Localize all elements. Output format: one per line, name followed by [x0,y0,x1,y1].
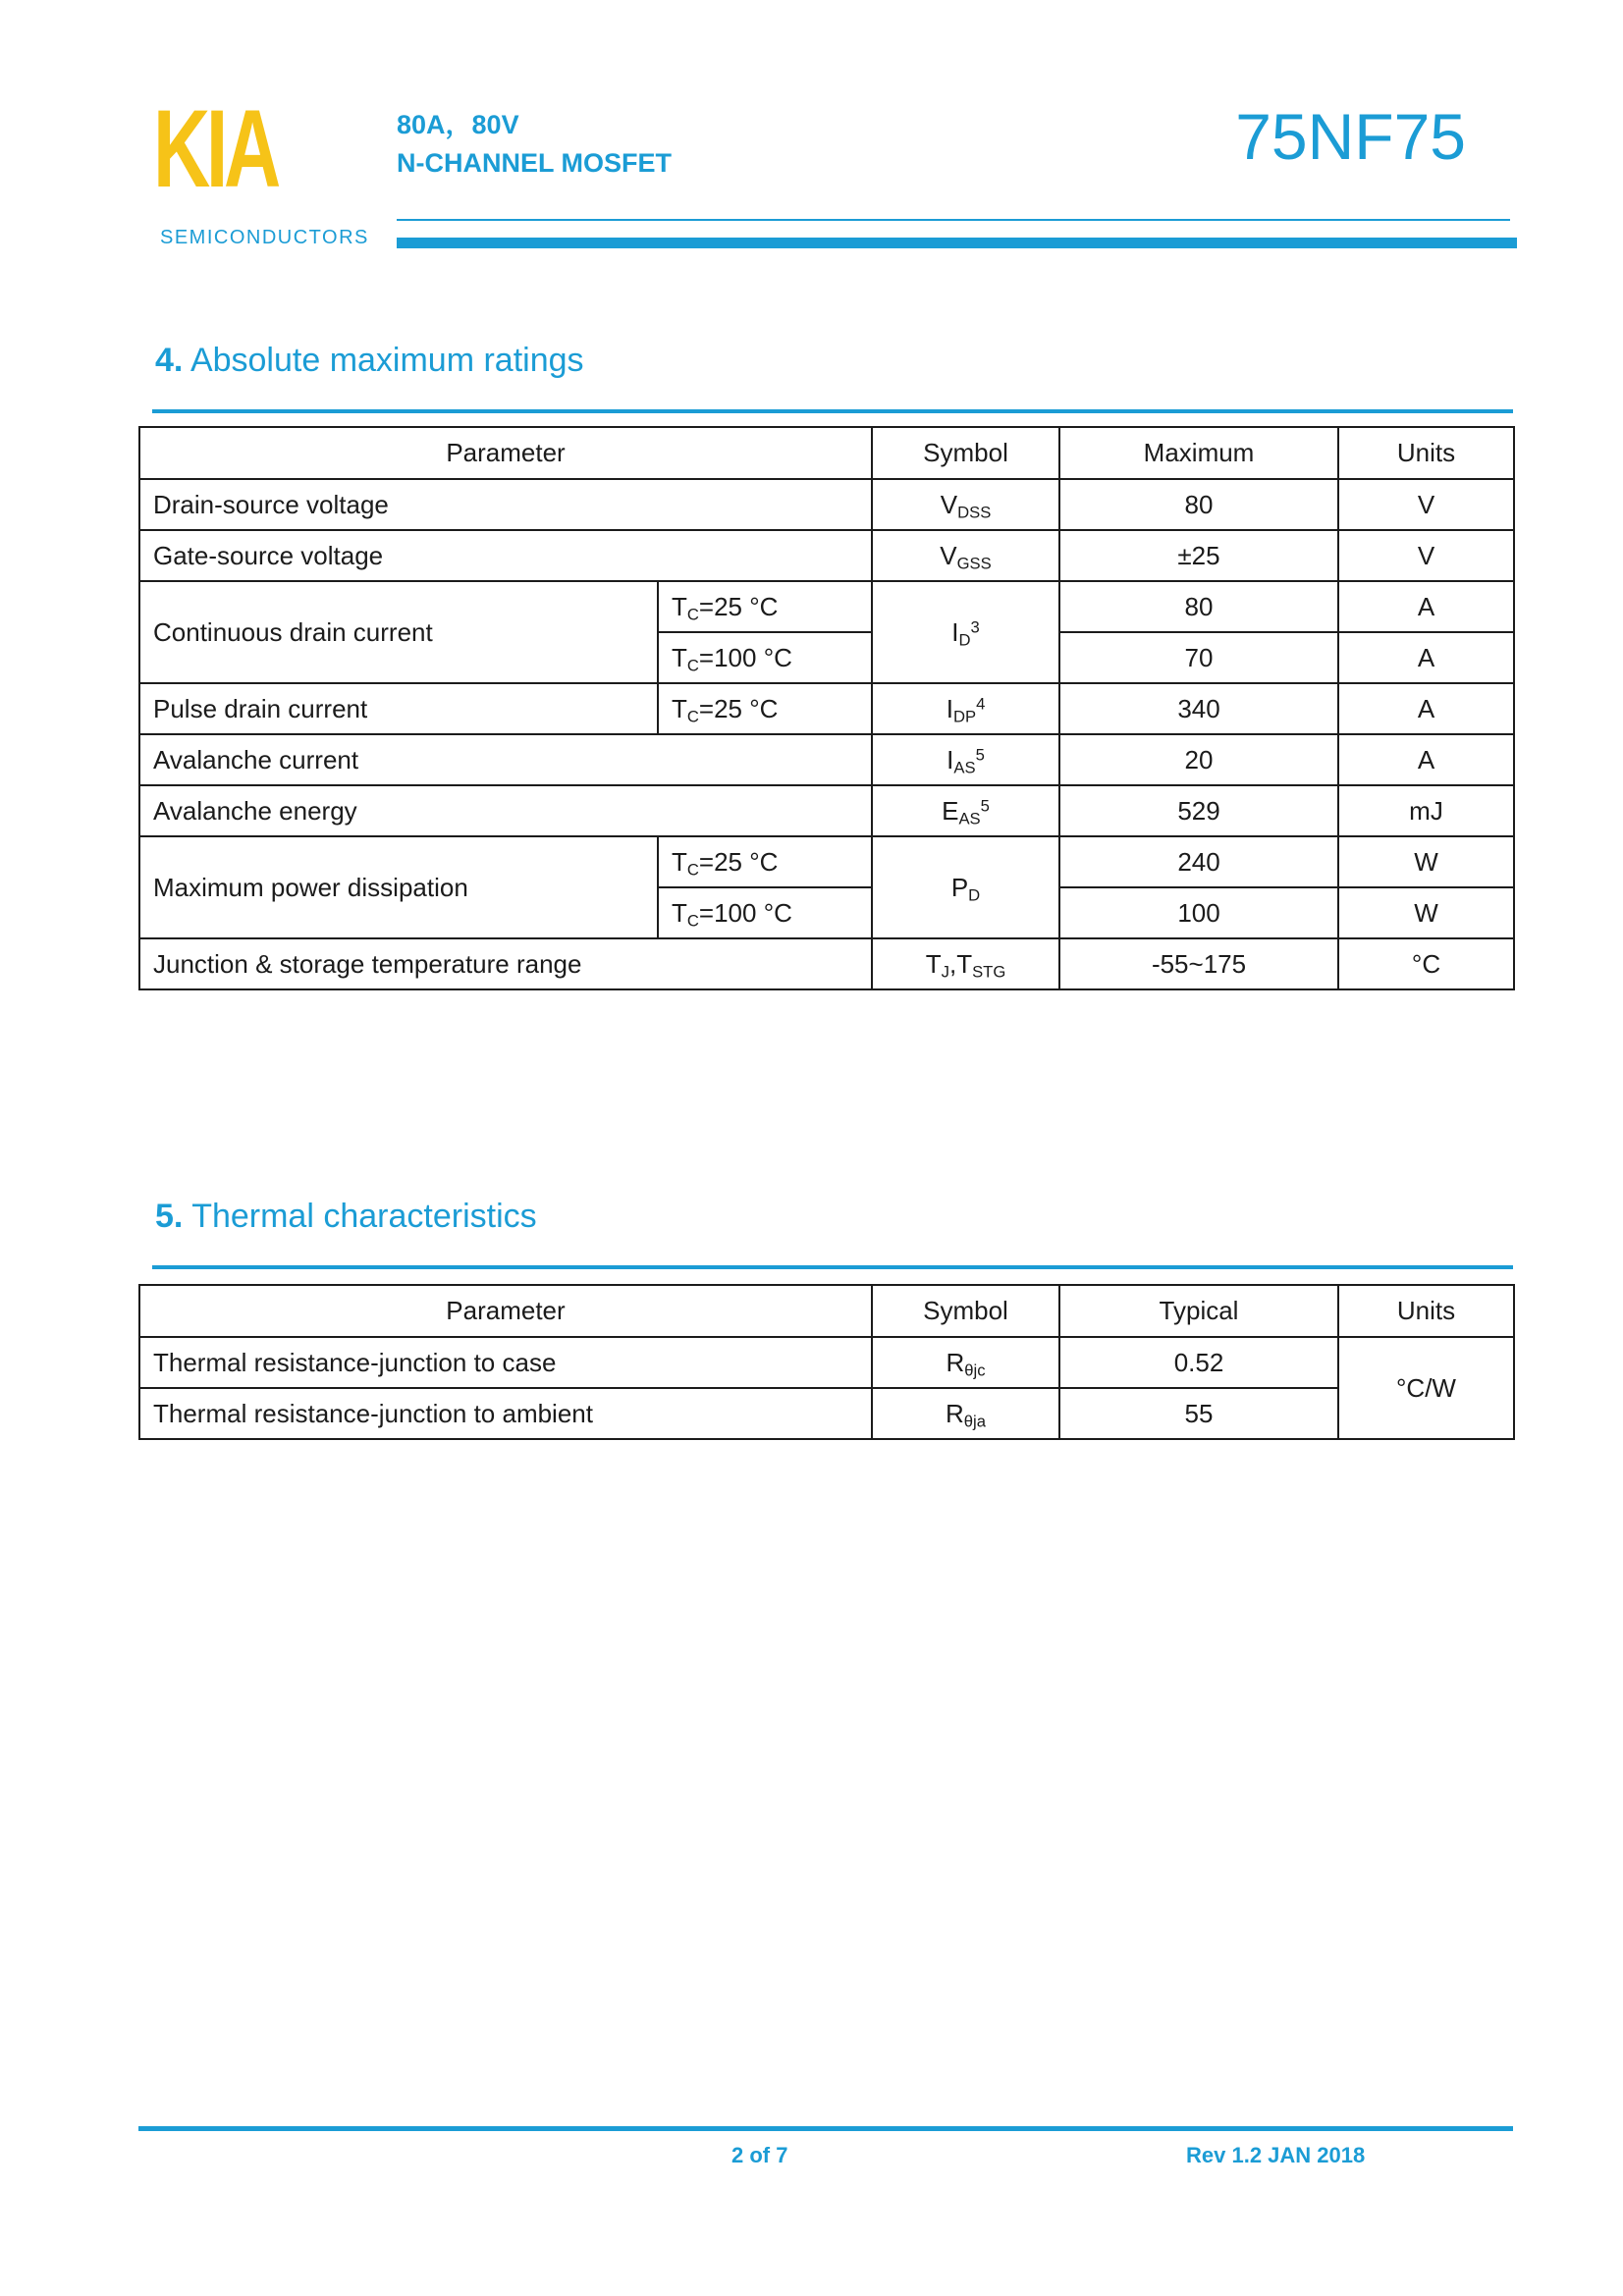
units-cell: mJ [1338,785,1514,836]
typical-cell: 55 [1059,1388,1338,1439]
units-cell: A [1338,581,1514,632]
col-header-symbol: Symbol [872,1285,1059,1337]
units-cell: V [1338,479,1514,530]
maximum-cell: -55~175 [1059,938,1338,989]
section-number: 4. [155,342,184,379]
symbol-cell: $I_D^3$ [872,581,1059,683]
maximum-cell: ±25 [1059,530,1338,581]
condition-cell: $T_C=100$ °C [658,632,872,683]
condition-cell: $T_C=100$ °C [658,887,872,938]
table-row [139,836,1514,887]
revision-label: Rev 1.2 JAN 2018 [1186,2143,1366,2167]
symbol-cell: $P_D$ [872,836,1059,938]
header-rule-thick [397,238,1517,248]
units-cell: °C/W [1338,1337,1514,1439]
table-row [139,581,1514,632]
symbol-cell: $E_{AS}^5$ [872,785,1059,836]
parameter-cell: Avalanche current [139,734,872,785]
page-number: 2 of 7 [731,2143,788,2167]
section-number: 5. [155,1198,184,1235]
maximum-cell: 80 [1059,479,1338,530]
symbol-cell: $V_{GSS}$ [872,530,1059,581]
section-label: Thermal characteristics [191,1198,537,1235]
condition-cell: $T_C=25$ °C [658,683,872,734]
symbol-cell: $V_{DSS}$ [872,479,1059,530]
condition-cell: $T_C=25$ °C [658,836,872,887]
symbol-cell: $R_{\theta ja}$ [872,1388,1059,1439]
symbol-cell: $I_{DP}^4$ [872,683,1059,734]
parameter-cell: Pulse drain current [139,683,658,734]
parameter-cell: Drain-source voltage [139,479,872,530]
maximum-cell: 100 [1059,887,1338,938]
parameter-cell: Thermal resistance-junction to ambient [139,1388,872,1439]
thermal-characteristics-table [138,1284,1515,1440]
table-header-row [139,427,1514,479]
col-header-symbol: Symbol [872,427,1059,479]
device-summary [397,106,672,183]
symbol-cell: $I_{AS}^5$ [872,734,1059,785]
maximum-cell: 529 [1059,785,1338,836]
maximum-cell: 70 [1059,632,1338,683]
kia-logo: KIA [153,87,277,210]
part-number: 75NF75 [1235,100,1466,173]
table-row [139,785,1514,836]
table-row [139,530,1514,581]
table-header-row [139,1285,1514,1337]
condition-cell: $T_C=25$ °C [658,581,872,632]
units-cell: A [1338,734,1514,785]
device-type-line: N-CHANNEL MOSFET [397,148,672,178]
symbol-cell: $T_J,T_{STG}$ [872,938,1059,989]
units-cell: A [1338,632,1514,683]
maximum-cell: 80 [1059,581,1338,632]
footer-rule [138,2126,1513,2131]
table-row [139,1337,1514,1388]
table-row [139,1388,1514,1439]
table-row [139,683,1514,734]
section-rule [152,409,1513,413]
section-title-thermal [155,1198,537,1236]
maximum-cell: 240 [1059,836,1338,887]
parameter-cell: Gate-source voltage [139,530,872,581]
symbol-cell: $R_{\theta jc}$ [872,1337,1059,1388]
table-row [139,938,1514,989]
units-cell: W [1338,887,1514,938]
section-rule [152,1265,1513,1269]
table-row [139,734,1514,785]
col-header-typical: Typical [1059,1285,1338,1337]
units-cell: V [1338,530,1514,581]
typical-cell: 0.52 [1059,1337,1338,1388]
absolute-maximum-ratings-table [138,426,1515,990]
units-cell: W [1338,836,1514,887]
logo-subtext: SEMICONDUCTORS [160,227,369,248]
table-row [139,479,1514,530]
maximum-cell: 20 [1059,734,1338,785]
parameter-cell: Continuous drain current [139,581,658,683]
parameter-cell: Junction & storage temperature range [139,938,872,989]
parameter-cell: Maximum power dissipation [139,836,658,938]
col-header-units: Units [1338,427,1514,479]
device-rating-line: 80A，80V [397,110,519,139]
section-label: Absolute maximum ratings [189,342,584,379]
maximum-cell: 340 [1059,683,1338,734]
section-title-abs-max [155,342,584,380]
parameter-cell: Avalanche energy [139,785,872,836]
header-rule-thin [397,219,1510,221]
units-cell: °C [1338,938,1514,989]
parameter-cell: Thermal resistance-junction to case [139,1337,872,1388]
units-cell: A [1338,683,1514,734]
col-header-maximum: Maximum [1059,427,1338,479]
col-header-units: Units [1338,1285,1514,1337]
col-header-parameter: Parameter [139,427,872,479]
col-header-parameter: Parameter [139,1285,872,1337]
